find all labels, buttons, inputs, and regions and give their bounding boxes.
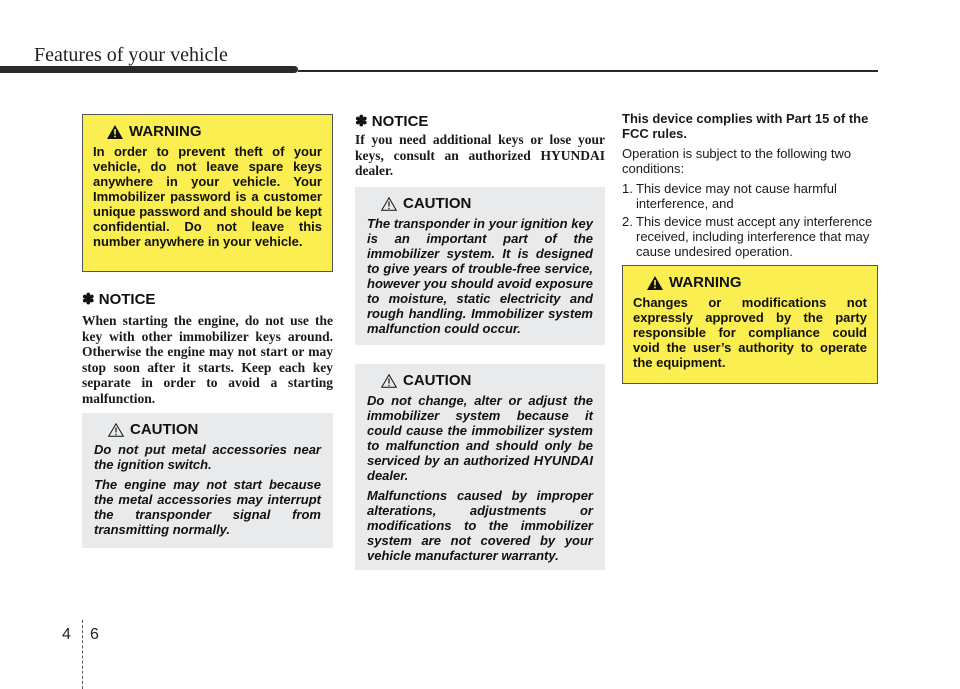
list-item-number: 2. — [622, 214, 633, 229]
caution-box-immobilizer — [355, 364, 605, 570]
warning-triangle-icon — [647, 276, 663, 290]
notice-title-middle: ✽ NOTICE — [355, 113, 429, 130]
warning-box-password — [82, 114, 333, 272]
caution-triangle-icon — [381, 197, 397, 211]
caution-box-transponder — [355, 187, 605, 345]
caution-paragraph: Malfunctions caused by improper alterations, adjustments or modifications to the immobilizer system are not covered by your vehicle manufacturer warranty. — [367, 488, 593, 563]
fcc-statement: This device complies with Part 15 of the FCC rules. — [622, 111, 869, 141]
list-item-text: This device may not cause harmful interference, and — [636, 181, 837, 211]
warning-title: WARNING — [669, 274, 742, 291]
caution-title: CAUTION — [403, 372, 472, 389]
fcc-compliance-section — [622, 111, 878, 262]
list-item — [622, 214, 878, 259]
page-number: 6 — [90, 626, 99, 643]
page-header-title: Features of your vehicle — [34, 44, 228, 66]
warning-box-fcc — [622, 265, 878, 384]
warning-text: In order to prevent theft of your vehicle, do not leave spare keys anywhere in your vehicle. Your Immobilizer password is a customer unique password and should be kept confidential. Do not leave this number anywhere in your vehicle. — [93, 144, 322, 249]
list-item-text: This device must accept any interference received, including interference that may cause undesired operation. — [636, 214, 873, 259]
caution-paragraph: Do not change, alter or adjust the immobilizer system because it could cause the immobilizer system to malfunction and should only be serviced by an authorized HYUNDAI dealer. — [367, 393, 593, 483]
caution-header — [367, 195, 593, 212]
header-rule-thick — [0, 66, 298, 73]
conditions-list — [622, 181, 878, 259]
caution-box-metal-accessories — [82, 413, 333, 548]
warning-title: WARNING — [129, 123, 202, 140]
warning-triangle-icon — [107, 125, 123, 139]
notice-text-middle: If you need additional keys or lose your keys, consult an authorized HYUNDAI dealer. — [355, 132, 605, 178]
section-number: 4 — [62, 626, 71, 643]
operation-intro: Operation is subject to the following two conditions: — [622, 146, 852, 176]
caution-header — [367, 372, 593, 389]
warning-header — [93, 123, 322, 140]
warning-header — [633, 274, 867, 291]
page-number-divider — [82, 620, 83, 689]
caution-text — [94, 442, 321, 537]
header-rule-thin — [298, 70, 878, 72]
caution-paragraph: Do not put metal accessories near the ignition switch. — [94, 442, 321, 472]
caution-paragraph: The engine may not start because the metal accessories may interrupt the transponder signal from transmitting normally. — [94, 477, 321, 537]
caution-triangle-icon — [108, 423, 124, 437]
caution-header — [94, 421, 321, 438]
caution-text: The transponder in your ignition key is an important part of the immobilizer system. It is designed to give years of trouble-free service, however you should avoid exposure to moisture, static electricity and rough handling. Immobilizer system malfunction could occur. — [367, 216, 593, 336]
caution-text — [367, 393, 593, 563]
caution-title: CAUTION — [130, 421, 199, 438]
notice-text-left: When starting the engine, do not use the key with other immobilizer keys around. Otherwise the engine may not start or may stop soon after it starts. Keep each key separate in order to avoid a starting malfunction. — [82, 313, 333, 406]
caution-triangle-icon — [381, 374, 397, 388]
list-item-number: 1. — [622, 181, 633, 196]
caution-title: CAUTION — [403, 195, 472, 212]
list-item — [622, 181, 878, 211]
warning-text: Changes or modifications not expressly approved by the party responsible for compliance could void the user’s authority to operate the equipment. — [633, 295, 867, 370]
notice-title-left: ✽ NOTICE — [82, 291, 156, 308]
